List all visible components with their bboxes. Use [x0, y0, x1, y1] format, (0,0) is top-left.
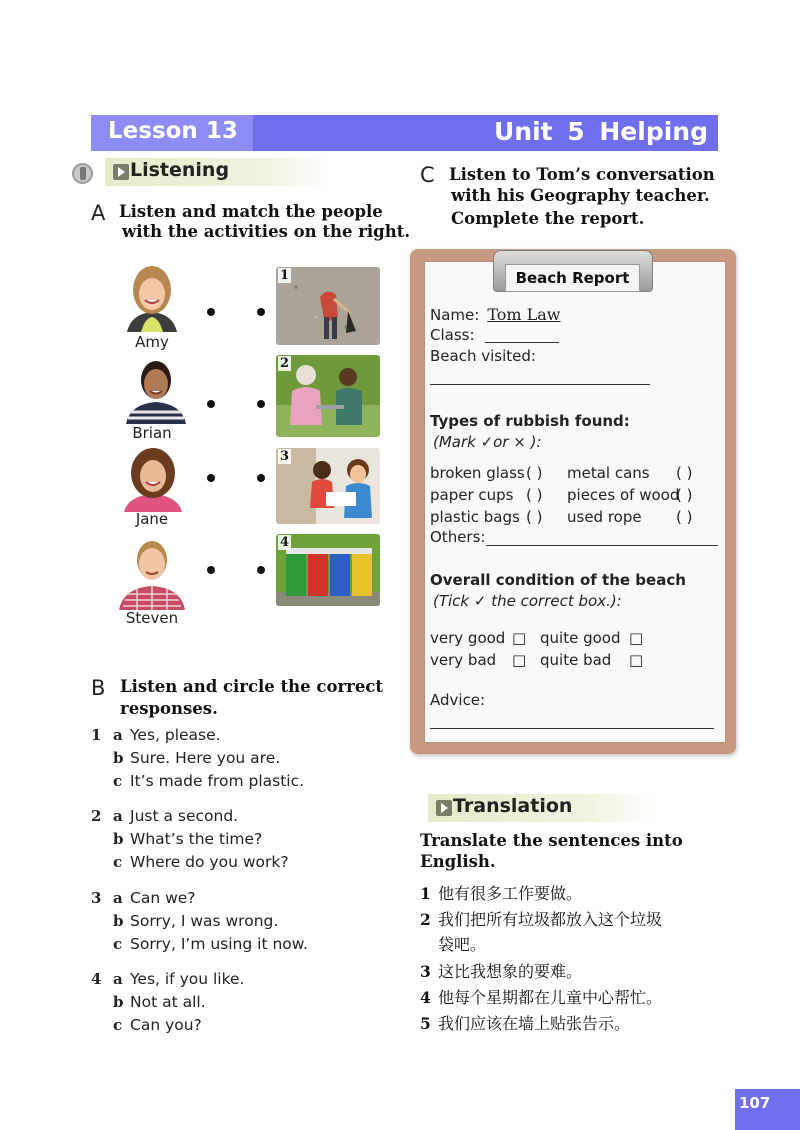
lesson-label-box [91, 115, 253, 151]
option-text[interactable]: Where do you work? [130, 853, 289, 871]
section-b-letter: B [91, 676, 106, 700]
audio-cd-icon[interactable] [72, 163, 93, 184]
condition-checkbox[interactable]: □ [512, 629, 527, 647]
condition-label: quite good [540, 629, 621, 647]
option-text[interactable]: Sure. Here you are. [130, 749, 281, 767]
option-text[interactable]: Just a second. [130, 807, 239, 825]
jane-photo [118, 446, 188, 512]
condition-checkbox[interactable]: □ [629, 629, 644, 647]
item-bracket[interactable]: ( ) [676, 486, 693, 504]
item-label: plastic bags [430, 508, 520, 526]
translation-title: Translation [453, 795, 573, 817]
option-text[interactable]: Sorry, I was wrong. [130, 912, 279, 930]
person-name-amy: Amy [135, 333, 169, 351]
translation-instruction-line1: Translate the sentences into [420, 831, 683, 850]
sentence-text: 这比我想象的要难。 [438, 962, 583, 981]
class-label: Class: [430, 326, 475, 344]
option-text[interactable]: What’s the time? [130, 830, 263, 848]
match-dot-person-1[interactable] [207, 308, 215, 316]
advice-label: Advice: [430, 691, 486, 709]
option-letter: c [113, 772, 123, 790]
amy-photo [117, 262, 187, 332]
activity-number-3: 3 [280, 449, 290, 464]
section-c-instruction-line2: with his Geography teacher. [451, 186, 710, 205]
activity-photo-1 [276, 267, 380, 345]
item-label: used rope [567, 508, 642, 526]
condition-label: very good [430, 629, 506, 647]
sentence-number: 3 [420, 962, 431, 981]
condition-label: very bad [430, 651, 497, 669]
item-bracket[interactable]: ( ) [676, 464, 693, 482]
match-dot-person-3[interactable] [207, 474, 215, 482]
match-dot-activity-1[interactable] [257, 308, 265, 316]
question-number: 2 [91, 807, 102, 825]
person-name-jane: Jane [135, 510, 169, 528]
sentence-number: 2 [420, 910, 431, 929]
advice-blank[interactable] [430, 728, 714, 729]
person-name-steven: Steven [125, 609, 179, 627]
option-letter: a [113, 970, 123, 988]
sentence-number: 1 [420, 884, 431, 903]
question-number: 4 [91, 970, 102, 988]
condition-note: (Tick ✓ the correct box.): [433, 592, 622, 610]
option-letter: c [113, 935, 123, 953]
option-letter: b [113, 912, 124, 930]
sentence-text: 我们应该在墙上贴张告示。 [438, 1014, 631, 1033]
section-c-instruction-line3: Complete the report. [451, 209, 645, 228]
option-letter: a [113, 889, 123, 907]
others-blank[interactable] [486, 545, 718, 546]
condition-heading: Overall condition of the beach [430, 571, 686, 589]
item-bracket[interactable]: ( ) [526, 508, 543, 526]
activity-number-1: 1 [280, 268, 290, 283]
translation-sentence-3 [420, 959, 582, 985]
option-text[interactable]: Yes, please. [130, 726, 221, 744]
name-label: Name: [430, 306, 480, 324]
option-letter: c [113, 853, 123, 871]
option-letter: a [113, 726, 123, 744]
section-a-instruction-line1: Listen and match the people [119, 202, 383, 221]
option-letter: c [113, 1016, 123, 1034]
sentence-text: 我们把所有垃圾都放入这个垃圾 [438, 910, 663, 929]
section-b-instruction-line1: Listen and circle the correct [120, 677, 384, 696]
option-letter: a [113, 807, 123, 825]
activity-number-2: 2 [280, 356, 290, 371]
item-label: broken glass [430, 464, 525, 482]
item-label: metal cans [567, 464, 650, 482]
play-icon [113, 164, 129, 180]
activity-photo-4 [276, 534, 380, 606]
option-text[interactable]: Sorry, I’m using it now. [130, 935, 308, 953]
types-note: (Mark ✓or × ): [433, 433, 542, 451]
section-c-letter: C [420, 163, 435, 187]
sentence-text: 他每个星期都在儿童中心帮忙。 [438, 988, 663, 1007]
option-text[interactable]: It’s made from plastic. [130, 772, 305, 790]
condition-checkbox[interactable]: □ [629, 651, 644, 669]
beach-blank[interactable] [430, 384, 650, 385]
name-value: Tom Law [487, 305, 561, 324]
option-text[interactable]: Can we? [130, 889, 196, 907]
option-letter: b [113, 749, 124, 767]
match-dot-activity-4[interactable] [257, 566, 265, 574]
listening-header [105, 158, 330, 186]
report-title: Beach Report [505, 264, 640, 292]
option-letter: b [113, 993, 124, 1011]
question-1 [91, 724, 304, 793]
steven-photo [117, 536, 187, 610]
page-number-tab [735, 1089, 800, 1130]
section-c-instruction-line1: Listen to Tom’s conversation [449, 165, 715, 184]
lesson-title: Lesson 13 [108, 118, 238, 144]
option-text[interactable]: Not at all. [130, 993, 206, 1011]
option-text[interactable]: Yes, if you like. [130, 970, 245, 988]
translation-sentence-2 [420, 907, 662, 933]
sentence-number: 5 [420, 1014, 431, 1033]
play-icon [436, 800, 452, 816]
match-dot-activity-3[interactable] [257, 474, 265, 482]
class-blank[interactable] [485, 342, 559, 343]
item-label: pieces of wood [567, 486, 680, 504]
item-bracket[interactable]: ( ) [526, 486, 543, 504]
translation-sentence-2-continued: 袋吧。 [438, 935, 487, 954]
lesson-banner [91, 115, 718, 151]
beach-label: Beach visited: [430, 347, 536, 365]
item-bracket[interactable]: ( ) [676, 508, 693, 526]
item-label: paper cups [430, 486, 514, 504]
match-dot-activity-2[interactable] [257, 400, 265, 408]
activity-photo-2 [276, 355, 380, 437]
question-2 [91, 805, 289, 874]
brian-photo [122, 356, 190, 424]
types-heading: Types of rubbish found: [430, 412, 630, 430]
unit-title: Unit 5 Helping [493, 117, 708, 146]
report-name-row [430, 305, 561, 324]
translation-instruction-line2: English. [420, 852, 496, 871]
item-bracket[interactable]: ( ) [526, 464, 543, 482]
translation-header [428, 794, 654, 822]
condition-label: quite bad [540, 651, 612, 669]
translation-sentence-4 [420, 985, 662, 1011]
activity-photo-3 [276, 448, 380, 524]
translation-sentence-5 [420, 1011, 630, 1037]
question-number: 1 [91, 726, 102, 744]
match-dot-person-2[interactable] [207, 400, 215, 408]
others-label: Others: [430, 528, 486, 546]
option-text[interactable]: Can you? [130, 1016, 202, 1034]
section-a-instruction-line2: with the activities on the right. [122, 222, 411, 241]
sentence-number: 4 [420, 988, 431, 1007]
page-number: 107 [739, 1094, 771, 1112]
listening-title: Listening [130, 159, 230, 181]
question-3 [91, 887, 308, 956]
condition-checkbox[interactable]: □ [512, 651, 527, 669]
activity-number-4: 4 [280, 535, 290, 550]
section-b-instruction-line2: responses. [120, 699, 218, 718]
match-dot-person-4[interactable] [207, 566, 215, 574]
translation-sentence-1 [420, 881, 582, 907]
option-letter: b [113, 830, 124, 848]
question-number: 3 [91, 889, 102, 907]
question-4 [91, 968, 244, 1037]
section-a-letter: A [91, 201, 106, 225]
person-name-brian: Brian [132, 424, 172, 442]
sentence-text: 他有很多工作要做。 [438, 884, 583, 903]
